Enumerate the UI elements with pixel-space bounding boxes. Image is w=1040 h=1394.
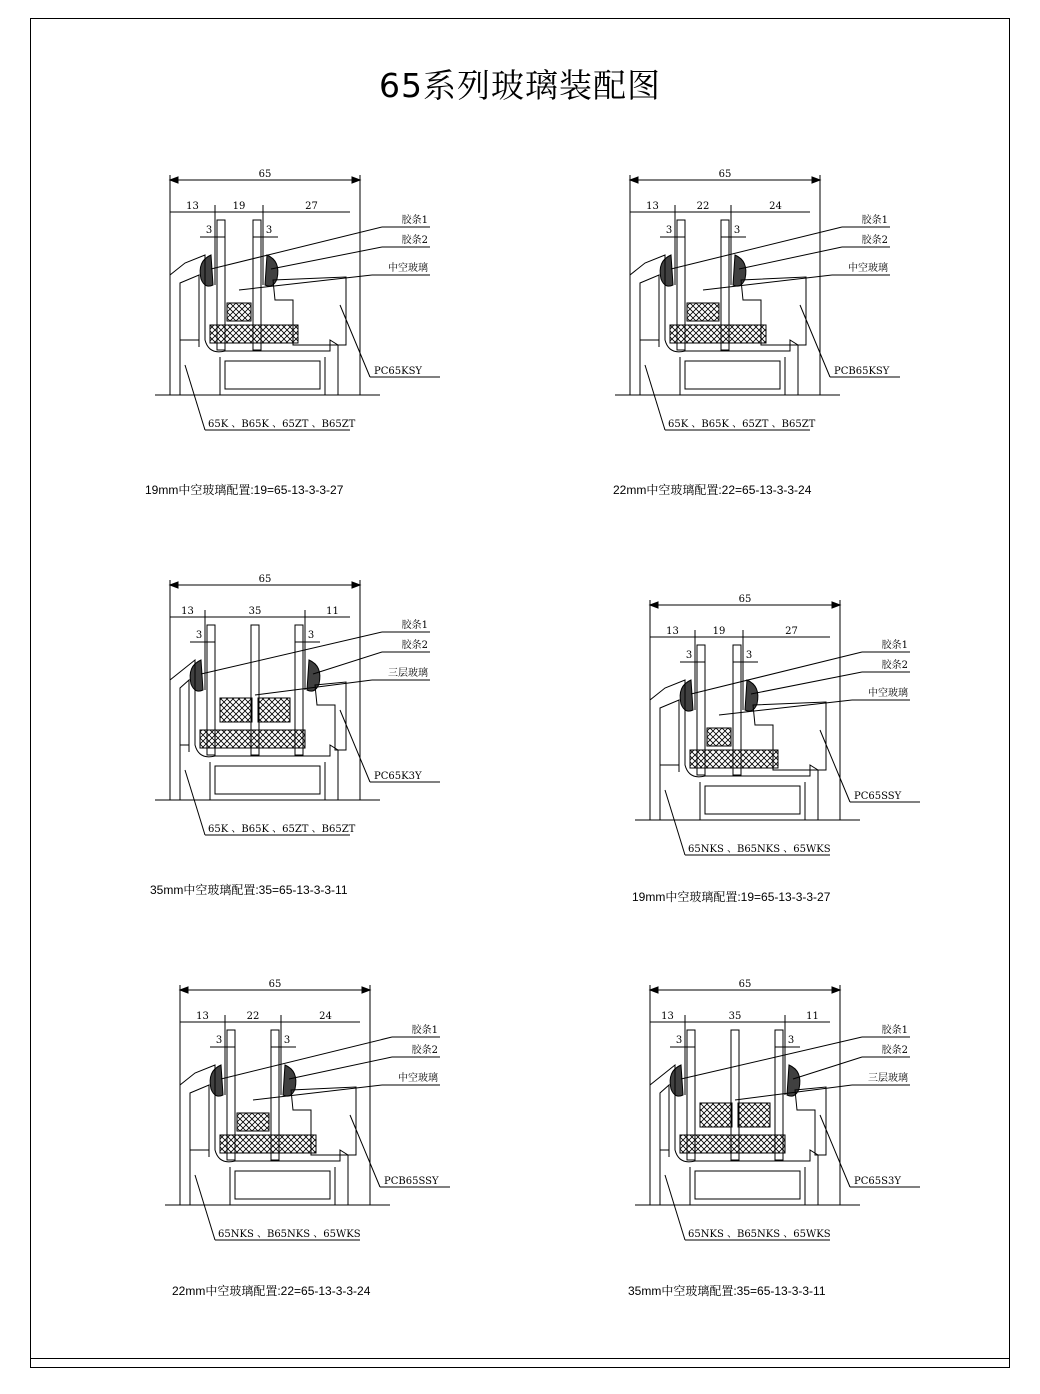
label-seal-1: 胶条1 (401, 215, 428, 226)
dimension-gap-right: 3 (787, 1035, 795, 1046)
section-drawing (620, 975, 980, 1255)
dimension-gap-right: 3 (265, 225, 273, 236)
label-glass-type: 中空玻璃 (388, 263, 428, 274)
label-glazing-bead: PC65K3Y (374, 771, 422, 782)
label-frame-profiles: 65NKS 、B65NKS 、65WKS (688, 1229, 831, 1240)
label-seal-1: 胶条1 (881, 640, 908, 651)
dimension-total: 65 (738, 979, 752, 990)
dimension-total: 65 (268, 979, 282, 990)
dimension-glass: 35 (248, 606, 262, 617)
label-seal-2: 胶条2 (881, 660, 908, 671)
label-seal-2: 胶条2 (401, 235, 428, 246)
label-seal-1: 胶条1 (861, 215, 888, 226)
dimension-gap-right: 3 (745, 650, 753, 661)
section-drawing (140, 165, 500, 445)
drawing-panel-22mm-ssy (150, 975, 510, 1275)
drawing-panel-35mm-k3y (140, 570, 500, 870)
caption: 19mm中空玻璃配置:19=65-13-3-3-27 (145, 483, 344, 497)
dimension-total: 65 (718, 169, 732, 180)
dimension-left: 13 (186, 201, 199, 212)
dimension-right: 27 (785, 626, 798, 637)
dimension-gap-right: 3 (283, 1035, 291, 1046)
caption: 19mm中空玻璃配置:19=65-13-3-3-27 (632, 890, 831, 904)
drawing-panel-19mm-ksy (140, 165, 500, 465)
label-glass-type: 中空玻璃 (398, 1073, 438, 1084)
label-glass-type: 中空玻璃 (848, 263, 888, 274)
drawing-panel-22mm-ksy (600, 165, 960, 465)
label-seal-1: 胶条1 (401, 620, 428, 631)
label-frame-profiles: 65NKS 、B65NKS 、65WKS (688, 844, 831, 855)
label-frame-profiles: 65K 、B65K 、65ZT 、B65ZT (208, 824, 356, 835)
dimension-gap-right: 3 (307, 630, 315, 641)
label-seal-2: 胶条2 (881, 1045, 908, 1056)
label-frame-profiles: 65NKS 、B65NKS 、65WKS (218, 1229, 361, 1240)
dimension-left: 13 (661, 1011, 674, 1022)
bottom-rule (30, 1358, 1010, 1359)
dimension-glass: 19 (232, 201, 246, 212)
dimension-gap-left: 3 (215, 1035, 223, 1046)
section-drawing (140, 570, 500, 850)
dimension-total: 65 (258, 169, 272, 180)
dimension-right: 24 (319, 1011, 332, 1022)
label-glass-type: 三层玻璃 (868, 1073, 908, 1084)
caption: 35mm中空玻璃配置:35=65-13-3-3-11 (628, 1284, 826, 1298)
label-frame-profiles: 65K 、B65K 、65ZT 、B65ZT (208, 419, 356, 430)
dimension-glass: 35 (728, 1011, 742, 1022)
label-seal-2: 胶条2 (401, 640, 428, 651)
dimension-left: 13 (181, 606, 194, 617)
label-seal-1: 胶条1 (411, 1025, 438, 1036)
label-frame-profiles: 65K 、B65K 、65ZT 、B65ZT (668, 419, 816, 430)
dimension-right: 11 (806, 1011, 819, 1022)
dimension-right: 24 (769, 201, 782, 212)
section-drawing (620, 590, 980, 870)
dimension-gap-left: 3 (205, 225, 213, 236)
dimension-gap-left: 3 (665, 225, 673, 236)
dimension-gap-left: 3 (195, 630, 203, 641)
label-glazing-bead: PC65SSY (854, 791, 902, 802)
dimension-gap-left: 3 (685, 650, 693, 661)
caption: 35mm中空玻璃配置:35=65-13-3-3-11 (150, 883, 348, 897)
label-glazing-bead: PC65KSY (374, 366, 423, 377)
label-seal-2: 胶条2 (411, 1045, 438, 1056)
dimension-glass: 19 (712, 626, 726, 637)
dimension-left: 13 (196, 1011, 209, 1022)
dimension-right: 11 (326, 606, 339, 617)
label-seal-2: 胶条2 (861, 235, 888, 246)
section-drawing (600, 165, 960, 445)
label-glazing-bead: PCB65SSY (384, 1176, 439, 1187)
dimension-glass: 22 (246, 1011, 260, 1022)
label-glazing-bead: PC65S3Y (854, 1176, 901, 1187)
drawing-panel-35mm-s3y (620, 975, 980, 1275)
label-seal-1: 胶条1 (881, 1025, 908, 1036)
dimension-glass: 22 (696, 201, 710, 212)
label-glass-type: 三层玻璃 (388, 668, 428, 679)
dimension-right: 27 (305, 201, 318, 212)
dimension-gap-left: 3 (675, 1035, 683, 1046)
dimension-left: 13 (666, 626, 679, 637)
drawing-panel-19mm-ssy (620, 590, 980, 890)
dimension-gap-right: 3 (733, 225, 741, 236)
caption: 22mm中空玻璃配置:22=65-13-3-3-24 (172, 1284, 371, 1298)
label-glass-type: 中空玻璃 (868, 688, 908, 699)
label-glazing-bead: PCB65KSY (834, 366, 890, 377)
dimension-total: 65 (738, 594, 752, 605)
dimension-left: 13 (646, 201, 659, 212)
section-drawing (150, 975, 510, 1255)
dimension-total: 65 (258, 574, 272, 585)
caption: 22mm中空玻璃配置:22=65-13-3-3-24 (613, 483, 812, 497)
page-title: 65系列玻璃装配图 (379, 66, 661, 105)
